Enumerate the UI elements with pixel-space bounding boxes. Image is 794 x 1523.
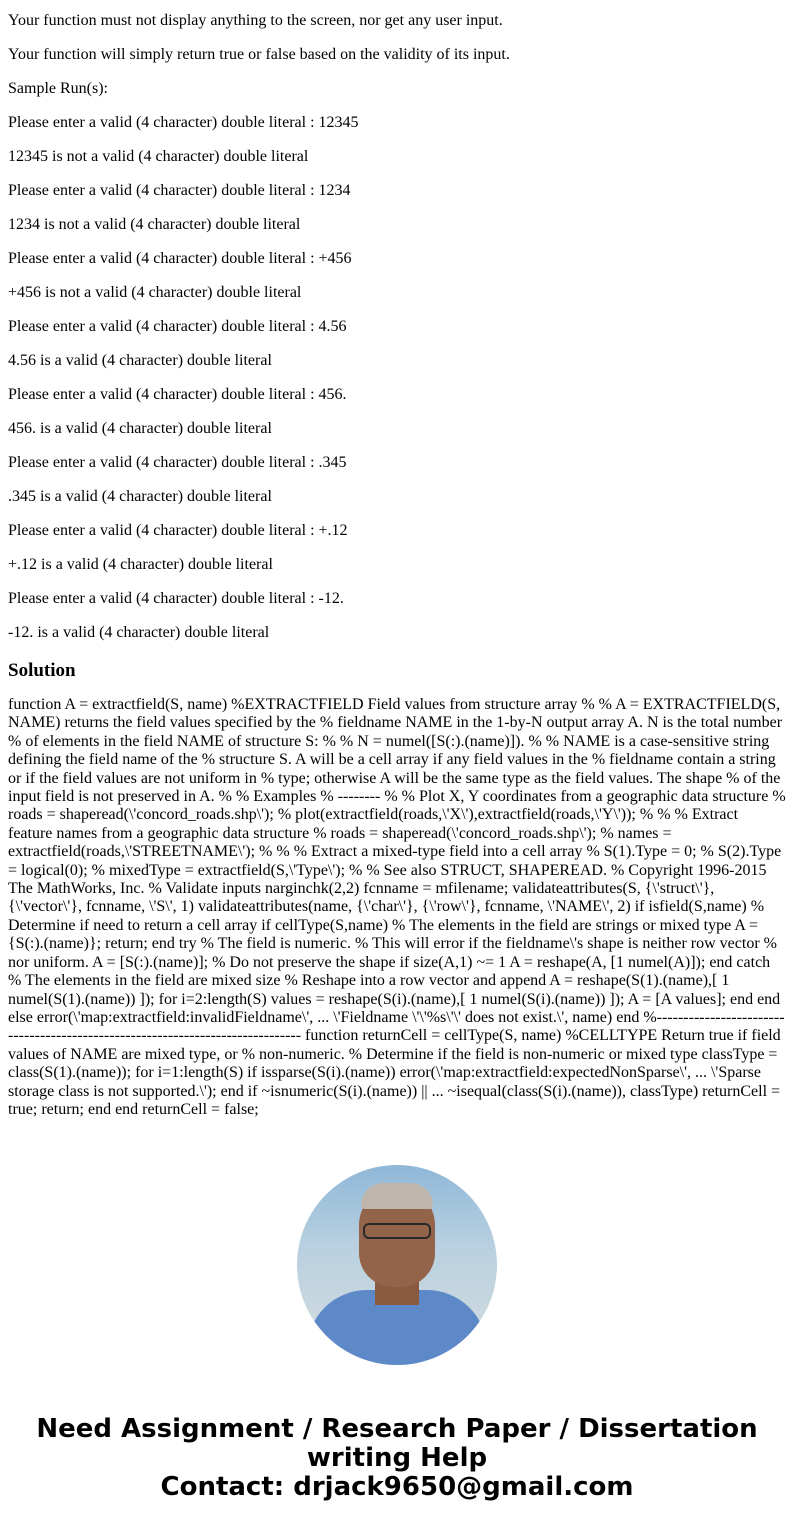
intro-line: 1234 is not a valid (4 character) double literal xyxy=(8,216,301,233)
intro-line: Please enter a valid (4 character) double literal : +.12 xyxy=(8,522,348,539)
author-photo xyxy=(297,1165,497,1365)
solution-heading: Solution xyxy=(8,660,76,681)
intro-line: Please enter a valid (4 character) double literal : +456 xyxy=(8,250,352,267)
footer-help-text: Need Assignment / Research Paper / Dissertation writing Help xyxy=(36,1414,758,1474)
intro-line: +456 is not a valid (4 character) double literal xyxy=(8,284,302,301)
intro-line: -12. is a valid (4 character) double literal xyxy=(8,624,270,641)
intro-line: 456. is a valid (4 character) double literal xyxy=(8,420,272,437)
intro-line: +.12 is a valid (4 character) double literal xyxy=(8,556,273,573)
intro-line: Please enter a valid (4 character) double literal : 4.56 xyxy=(8,318,347,335)
intro-line: Please enter a valid (4 character) double literal : 1234 xyxy=(8,182,351,199)
intro-line: .345 is a valid (4 character) double literal xyxy=(8,488,272,505)
footer-banner xyxy=(0,1415,794,1502)
intro-line: Sample Run(s): xyxy=(8,80,108,97)
footer-contact: Contact: drjack9650@gmail.com xyxy=(160,1472,634,1503)
intro-line: Please enter a valid (4 character) double literal : 456. xyxy=(8,386,347,403)
intro-line: 4.56 is a valid (4 character) double literal xyxy=(8,352,272,369)
solution-code: function A = extractfield(S, name) %EXTRACTFIELD Field values from structure array % % A = EXTRACTFIELD(S, NAME) returns the field values specified by the % fieldname NAME in the 1-by-N output array A. N is the total number % of elements in the field NAME of structure S: % % N = numel([S(:).(name)]). % % NAME is a case-sensitive string defining the field name of the % structure S. A will be a cell array if any field values in the % fieldname contain a string or if the field values are not uniform in % type; otherwise A will be the same type as the field values. The shape % of the input field is not preserved in A. % % Examples % -------- % % Plot X, Y coordinates from a geographic data structure % roads = shaperead(\'concord_roads.shp\'); % plot(extractfield(roads,\'X\'),extractfield(roads,\'Y\')); % % % Extract feature names from a geographic data structure % roads = shaperead(\'concord_roads.shp\'); % names = extractfield(roads,\'STREETNAME\'); % % % Extract a mixed-type field into a cell array % S(1).Type = 0; % S(2).Type = logical(0); % mixedType = extractfield(S,\'Type\'); % % See also STRUCT, SHAPEREAD. % Copyright 1996-2015 The MathWorks, Inc. % Validate inputs narginchk(2,2) fcnname = mfilename; validateattributes(S, {\'struct\'}, {\'vector\'}, fcnname, \'S\', 1) validateattributes(name, {\'char\'}, {\'row\'}, fcnname, \'NAME\', 2) if isfield(S,name) % Determine if need to return a cell array if cellType(S,name) % The elements in the field are strings or mixed type A = {S(:).(name)}; return; end try % The field is numeric. % This will error if the fieldname\'s shape is neither row vector % nor uniform. A = [S(:).(name)]; % Do not preserve the shape if size(A,1) ~= 1 A = reshape(A, [1 numel(A)]); end catch % The elements in the field are mixed size % Reshape into a row vector and append A = reshape(S(1).(name),[ 1 numel(S(1).(name)) ]); for i=2:length(S) values = reshape(S(i).(name),[ 1 numel(S(i).(name)) ]); A = [A values]; end end else error(\'map:extractfield:invalidFieldname\', ... \'Fieldname \'\'%s\'\' does not exist.\', name) end %------------------------------------------------------------------------------- function returnCell = cellType(S, name) %CELLTYPE Return true if field values of NAME are mixed type, or % non-numeric. % Determine if the field is non-numeric or mixed type classType = class(S(1).(name)); for i=1:length(S) if issparse(S(i).(name)) error(\'map:extractfield:expectedNonSparse\', ... \'Sparse storage class is not supported.\'); end if ~isnumeric(S(i).(name)) || ... ~isequal(class(S(i).(name)), classType) returnCell = true; return; end end returnCell = false; xyxy=(8,696,786,1118)
intro-line: 12345 is not a valid (4 character) double literal xyxy=(8,148,309,165)
intro-line: Your function must not display anything to the screen, nor get any user input. xyxy=(8,12,503,29)
document xyxy=(0,12,794,1119)
intro-line: Please enter a valid (4 character) double literal : 12345 xyxy=(8,114,359,131)
intro-line: Please enter a valid (4 character) double literal : -12. xyxy=(8,590,344,607)
intro-line: Your function will simply return true or false based on the validity of its input. xyxy=(8,46,510,63)
intro-line: Please enter a valid (4 character) double literal : .345 xyxy=(8,454,347,471)
problem-statement xyxy=(8,12,786,642)
